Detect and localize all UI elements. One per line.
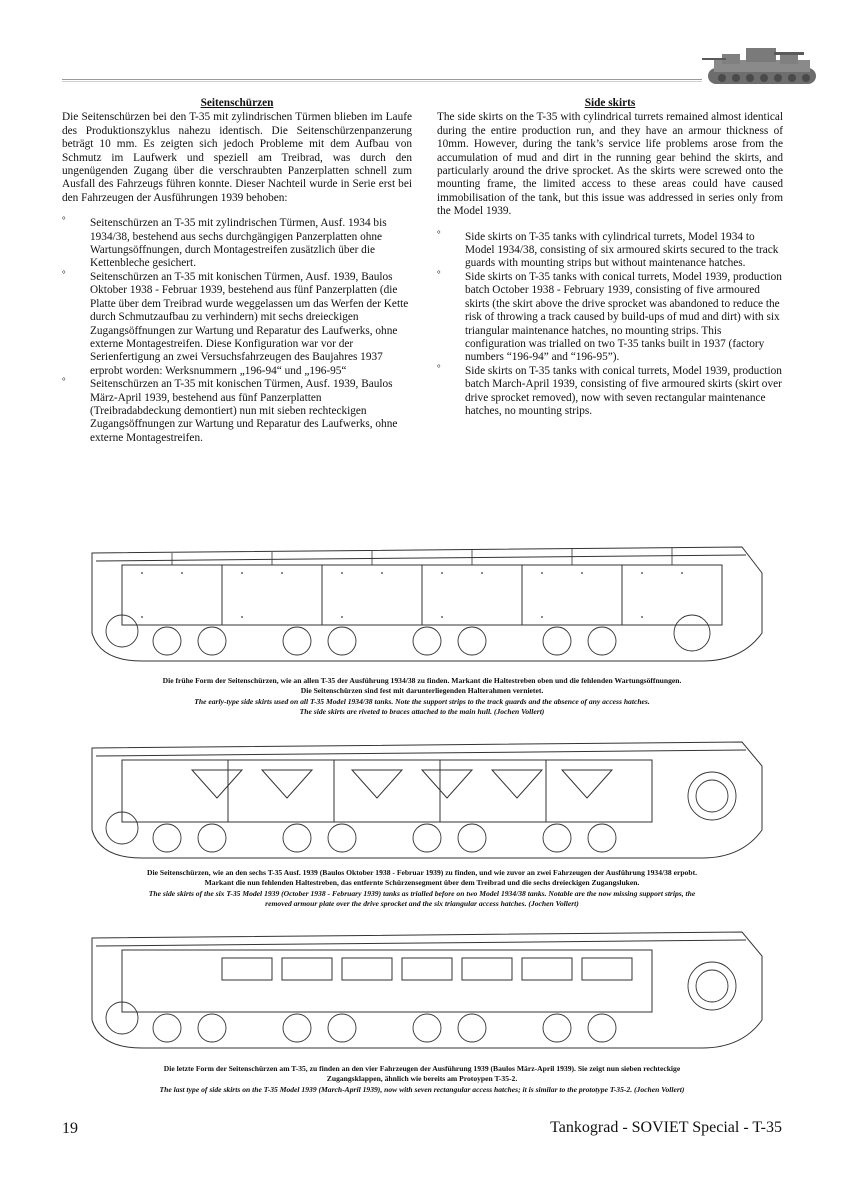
list-item-text: Seitenschürzen an T-35 mit konischen Türmen, Ausf. 1939, Baulos März-April 1939, bestehend aus fünf Panzerplatten (Treibradabdeckung demontiert) nun mit sieben rechteckigen Zugangsöffnungen zur Wartung und Reparatur des Laufwerks, ohne externe Montagestreifen. xyxy=(90,378,398,444)
caption-drawing-2 xyxy=(40,868,804,910)
caption-english-line: The early-type side skirts used on all T-35 Model 1934/38 tanks. Note the support strips to the track guards and the absence of any access hatches. xyxy=(194,696,650,706)
list-item xyxy=(62,217,412,271)
english-bullet-list xyxy=(437,228,783,419)
german-heading: Seitenschürzen xyxy=(200,97,274,109)
english-text-column xyxy=(437,97,783,418)
caption-german-line: Zugangsklappen, ähnlich wie bereits am Protoypen T-35-2. xyxy=(326,1074,518,1084)
caption-german-line: Die frühe Form der Seitenschürzen, wie an allen T-35 der Ausführung 1934/38 zu finden. Markant die Haltestreben oben und die fehlenden Wartungsöffnungen. xyxy=(162,676,682,685)
header-rule xyxy=(62,79,702,80)
caption-german-line: Markant die nun fehlenden Haltestreben, das entfernte Schürzensegment über dem Treibrad und die sechs dreieckigen Zugangsluken. xyxy=(204,878,640,888)
bullet-icon: ° xyxy=(62,268,66,279)
footer-title: Tankograd - SOVIET Special - T-35 xyxy=(550,1119,782,1136)
side-skirt-drawing-early-type xyxy=(82,533,772,663)
list-item xyxy=(62,378,412,445)
list-item-text: Side skirts on T-35 tanks with cylindrical turrets, Model 1934 to Model 1934/38, consisting of six armoured skirts secured to the track guards with mounting strips but without maintenance hatches. xyxy=(465,230,779,270)
bullet-icon: ° xyxy=(437,268,441,279)
bullet-icon: ° xyxy=(437,362,441,373)
list-item xyxy=(437,362,783,419)
list-item xyxy=(62,268,412,378)
english-intro: The side skirts on the T-35 with cylindrical turrets remained almost identical during the entire production run, and they have an armour thickness of 10mm. However, during the tank’s service life problems arose from the accumulation of mud and dirt in the running gear behind the skirts, and particularly around the drive sprocket. As the skirts were screwed onto the mounting frame, the limited access to these areas could have caused immobilisation of the tank, but this issue was addressed in series only from the Model 1939. xyxy=(437,111,783,218)
side-skirt-drawing-triangular-hatches xyxy=(82,730,772,860)
german-text-column xyxy=(62,97,412,445)
caption-drawing-3 xyxy=(40,1064,804,1095)
list-item-text: Side skirts on T-35 tanks with conical turrets, Model 1939, production batch March-April 1939, consisting of five armoured skirts (skirt over drive sprocket removed), now with seven rectangular maintenance hatches, no mounting strips. xyxy=(465,364,782,417)
list-item xyxy=(437,268,783,365)
caption-german-line: Die letzte Form der Seitenschürzen am T-35, zu finden an den vier Fahrzeugen der Ausführung 1939 (Baulos März-April 1939). Sie zeigt nun sieben rechteckige xyxy=(163,1064,681,1073)
bullet-icon: ° xyxy=(62,215,66,226)
caption-english-line: The side skirts are riveted to braces attached to the main hull. (Jochen Vollert) xyxy=(299,707,545,717)
caption-drawing-1 xyxy=(40,676,804,718)
caption-german-line: Die Seitenschürzen sind fest mit darunterliegenden Halterahmen vernietet. xyxy=(300,686,544,696)
list-item xyxy=(437,228,783,271)
caption-english-line: The side skirts of the six T-35 Model 1939 (October 1938 - February 1939) tanks as trialled before on two Model 1934/38 tanks. Notable are the now missing support strips, the xyxy=(148,888,696,898)
caption-german-line: Die Seitenschürzen, wie an den sechs T-35 Ausf. 1939 (Baulos Oktober 1938 - Februar 1939) zu finden, und wie zuvor an zwei Fahrzeugen der Ausführung 1934/38 erpobt. xyxy=(146,868,697,877)
bullet-icon: ° xyxy=(62,376,66,387)
english-heading: Side skirts xyxy=(584,97,636,109)
list-item-text: Seitenschürzen an T-35 mit zylindrischen Türmen, Ausf. 1934 bis 1934/38, bestehend aus sechs durchgängigen Panzerplatten ohne Wartungsöffnungen, durch Montagestreifen zusätzlich über die Kettenbleche gesichert. xyxy=(90,217,387,270)
caption-english-line: removed armour plate over the drive sprocket and the six triangular access hatches. (Jochen Vollert) xyxy=(265,899,579,909)
header-rule-shadow xyxy=(62,81,702,82)
german-intro: Die Seitenschürzen bei den T-35 mit zylindrischen Türmen blieben im Laufe des Produktionszyklus nahezu identisch. Die Seitenschürzenpanzerung beträgt 10 mm. Es zeigten sich jedoch Probleme mit dem Aufbau von Schmutz im Laufwerk und speziell am Treibrad, was durch den ungenügenden Zugang über die verschraubten Panzerplatten schnell zum Ausfall des Fahrzeugs führen konnte. Dieser Nachteil wurde in Serie erst bei den Fahrzeugen der Ausführungen 1939 behoben: xyxy=(62,111,412,204)
side-skirt-drawing-rectangular-hatches xyxy=(82,920,772,1050)
bullet-icon: ° xyxy=(437,228,441,239)
german-bullet-list xyxy=(62,217,412,445)
caption-english-line: The last type of side skirts on the T-35 Model 1939 (March-April 1939), now with seven rectangular access hatches; it is similar to the prototype T-35-2. (Jochen Vollert) xyxy=(159,1084,685,1094)
list-item-text: Side skirts on T-35 tanks with conical turrets, Model 1939, production batch October 1938 - February 1939, consisting of five armoured skirts (the skirt above the drive sprocket was abandoned to reduce the risk of throwing a track caused by build-ups of mud and dirt) with six triangular maintenance hatches, no mounting strips. This configuration was trialled on two T-35 tanks built in 1937 (factory numbers “196-94” and “196-95”). xyxy=(465,270,782,364)
list-item-text: Seitenschürzen an T-35 mit konischen Türmen, Ausf. 1939, Baulos Oktober 1938 - Februar 1939, bestehend aus fünf Panzerplatten (die Platte über dem Treibrad wurde weggelassen um das Werfen der Kette durch Schmutzaufbau zu verhindern) mit sechs dreieckigen Zugangsöffnungen zur Wartung und Reparatur des Laufwerks, ohne externe Montagestreifen. Diese Konfiguration war vor der Serienfertigung an zwei Versuchsfahrzeugen des Baujahres 1937 erprobt worden: Werksnummern „196-94“ und „196-95“ xyxy=(90,270,409,377)
page-number: 19 xyxy=(62,1120,78,1137)
header-tank-illustration xyxy=(700,34,820,94)
